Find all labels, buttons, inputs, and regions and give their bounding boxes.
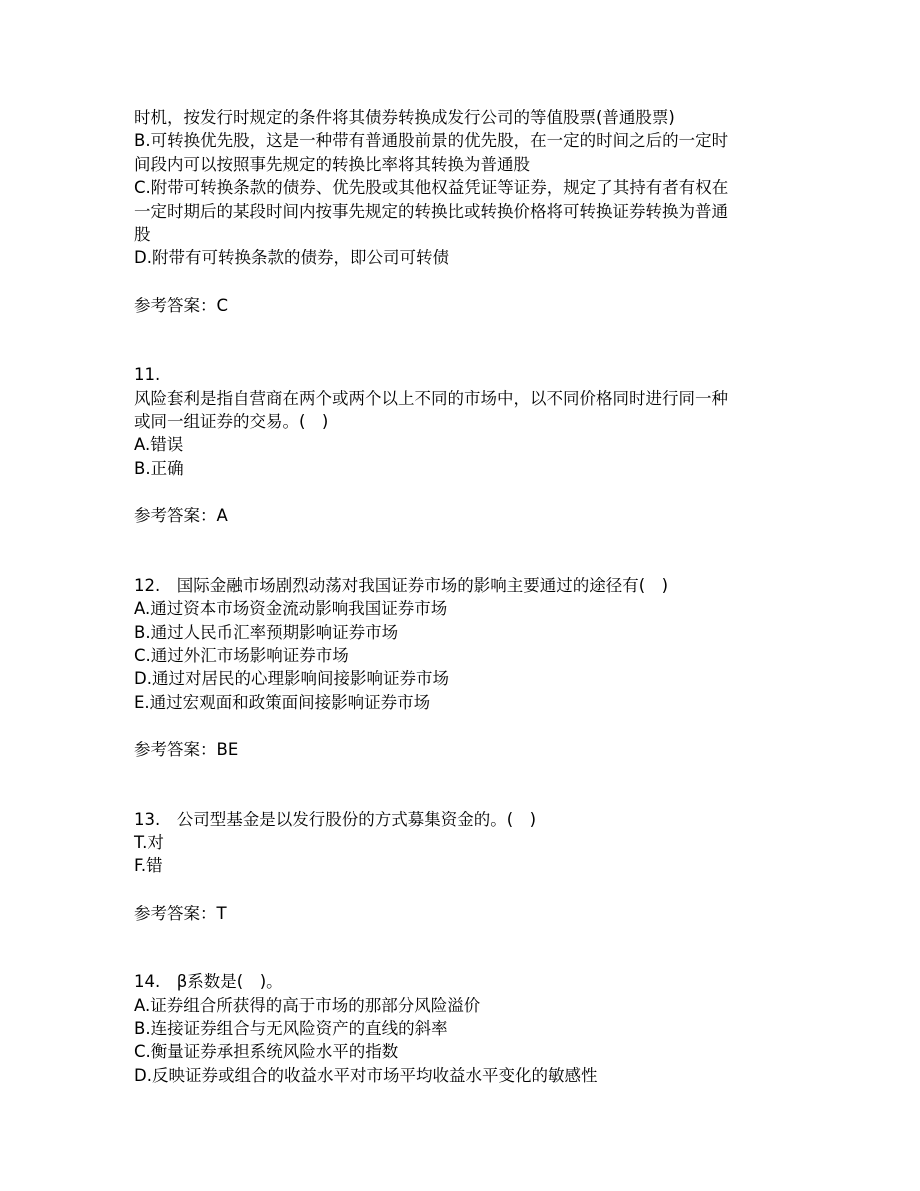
question-12-option-a: A.通过资本市场资金流动影响我国证券市场: [134, 599, 448, 619]
question-12-option-c: C.通过外汇市场影响证券市场: [134, 645, 349, 665]
question-11-option-b: B.正确: [134, 458, 184, 478]
question-12: [134, 574, 794, 762]
question-10-option-b-cont: 间段内可以按照事先规定的转换比率将其转换为普通股: [134, 154, 530, 174]
question-12-option-e: E.通过宏观面和政策面间接影响证券市场: [134, 692, 431, 712]
question-14: [134, 970, 794, 1087]
question-10-option-c-cont: 一定时期后的某段时间内按事先规定的转换比或转换价格将可转换证券转换为普通: [134, 201, 728, 221]
question-10-option-d: D.附带有可转换条款的债券，即公司可转债: [134, 248, 449, 268]
question-11-answer: 参考答案：A: [134, 506, 228, 526]
question-12-option-d: D.通过对居民的心理影响间接影响证券市场: [134, 669, 449, 689]
question-10-option-b: B.可转换优先股，这是一种带有普通股前景的优先股，在一定的时间之后的一定时: [134, 131, 729, 151]
question-13-stem: 13. 公司型基金是以发行股份的方式募集资金的。( ): [134, 809, 537, 829]
question-11-stem: 风险套利是指自营商在两个或两个以上不同的市场中，以不同价格同时进行同一种: [134, 388, 728, 408]
question-11-stem: 或同一组证券的交易。( ): [134, 412, 329, 432]
question-11-option-a: A.错误: [134, 435, 184, 455]
document-page: [134, 106, 794, 1087]
question-10-continuation: [134, 106, 794, 317]
question-14-option-b: B.连接证券组合与无风险资产的直线的斜率: [134, 1018, 448, 1038]
question-10-option-c: C.附带可转换条款的债券、优先股或其他权益凭证等证券，规定了其持有者有权在: [134, 178, 729, 198]
question-13-option-f: F.错: [134, 856, 163, 876]
question-12-answer: 参考答案：BE: [134, 740, 239, 760]
question-14-option-c: C.衡量证券承担系统风险水平的指数: [134, 1042, 399, 1062]
question-14-stem: 14. β系数是( )。: [134, 972, 283, 992]
question-11-number: 11.: [134, 365, 161, 385]
question-13: [134, 808, 794, 926]
question-13-answer: 参考答案：T: [134, 903, 227, 923]
question-14-option-a: A.证券组合所获得的高于市场的那部分风险溢价: [134, 995, 481, 1015]
question-11: [134, 363, 794, 527]
question-10-line: 时机，按发行时规定的条件将其债券转换成发行公司的等值股票(普通股票): [134, 108, 675, 127]
question-10-answer: 参考答案：C: [134, 295, 229, 315]
question-13-option-t: T.对: [134, 832, 164, 852]
question-12-stem: 12. 国际金融市场剧烈动荡对我国证券市场的影响主要通过的途径有( ): [134, 575, 669, 595]
question-10-option-c-cont: 股: [134, 225, 151, 245]
question-12-option-b: B.通过人民币汇率预期影响证券市场: [134, 622, 399, 642]
question-14-option-d: D.反映证券或组合的收益水平对市场平均收益水平变化的敏感性: [134, 1065, 598, 1085]
